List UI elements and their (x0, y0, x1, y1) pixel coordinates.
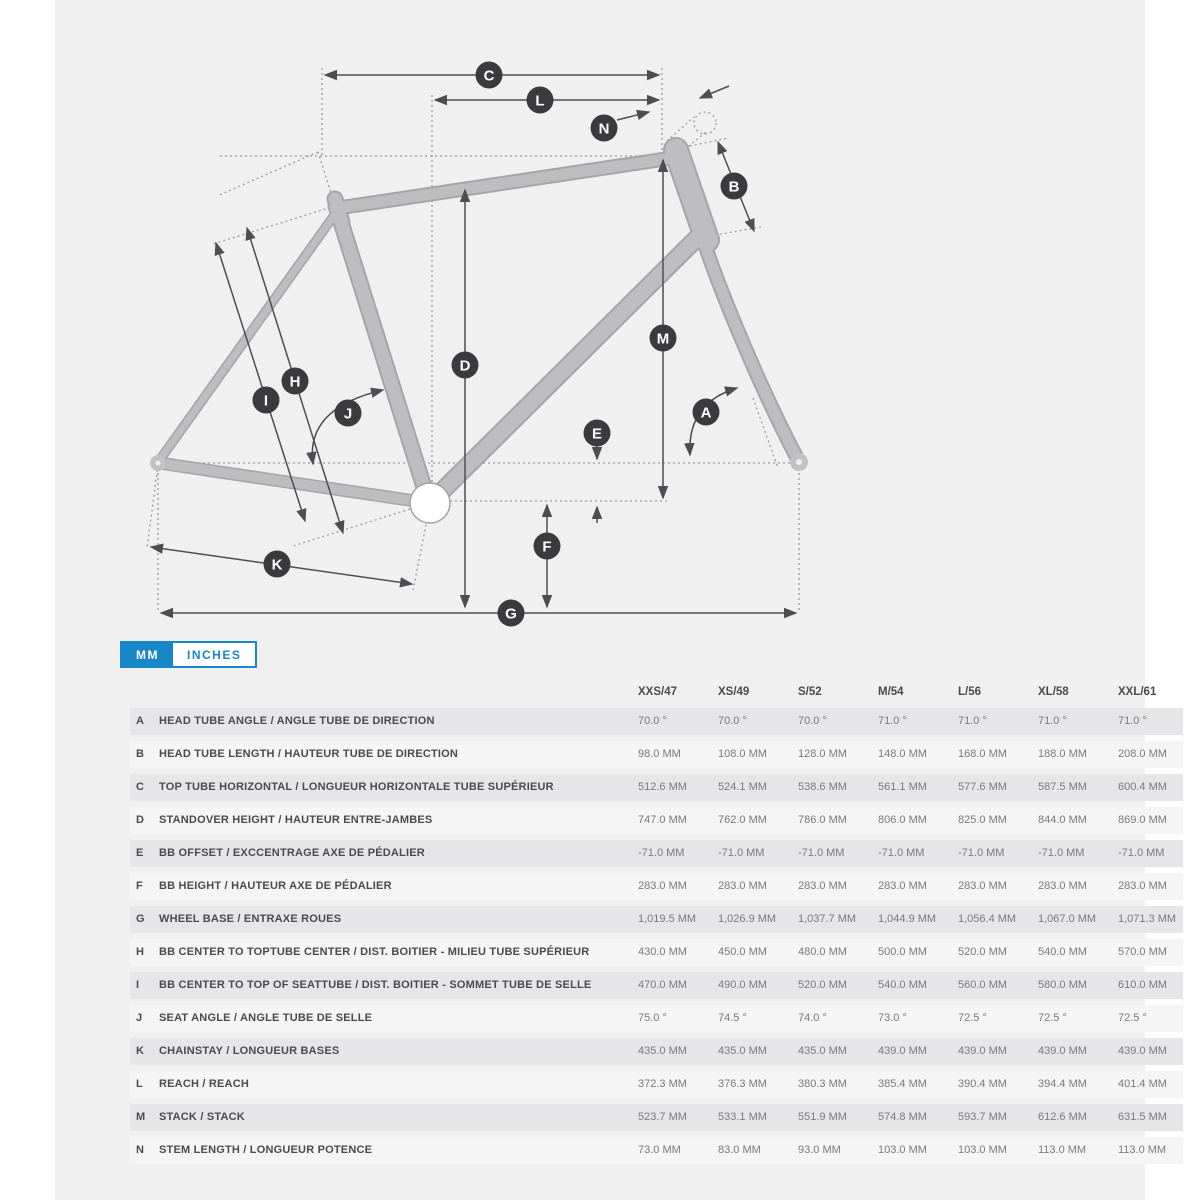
row-value: 283.0 MM (1038, 880, 1087, 892)
svg-text:A: A (700, 404, 712, 422)
table-row-G (130, 906, 1183, 933)
row-value: 103.0 MM (878, 1144, 927, 1156)
row-value: 580.0 MM (1038, 979, 1087, 991)
row-value: 786.0 MM (798, 814, 847, 826)
row-value: 806.0 MM (878, 814, 927, 826)
row-value: 401.4 MM (1118, 1078, 1167, 1090)
row-value: 551.9 MM (798, 1111, 847, 1123)
row-value: 524.1 MM (718, 781, 767, 793)
row-label: SEAT ANGLE / ANGLE TUBE DE SELLE (159, 1012, 373, 1024)
row-value: 593.7 MM (958, 1111, 1007, 1123)
svg-text:C: C (483, 67, 495, 85)
row-letter: B (136, 748, 144, 760)
row-value: 103.0 MM (958, 1144, 1007, 1156)
row-value: 283.0 MM (1118, 880, 1167, 892)
dimension-lines (151, 75, 796, 613)
row-value: 208.0 MM (1118, 748, 1167, 760)
row-value: 538.6 MM (798, 781, 847, 793)
row-value: 98.0 MM (638, 748, 681, 760)
row-value: 73.0 ° (878, 1012, 907, 1024)
row-value: 439.0 MM (958, 1045, 1007, 1057)
row-value: 490.0 MM (718, 979, 767, 991)
row-value: 71.0 ° (1038, 715, 1067, 727)
diagram-label-A (693, 399, 720, 426)
row-value: 439.0 MM (1038, 1045, 1087, 1057)
handlebar-circle (694, 112, 716, 134)
row-value: 610.0 MM (1118, 979, 1167, 991)
row-value: 561.1 MM (878, 781, 927, 793)
mm-toggle-button[interactable]: MM (122, 643, 173, 666)
table-row-K (130, 1038, 1183, 1065)
diagram-label-L (527, 87, 554, 114)
svg-text:L: L (535, 92, 545, 110)
row-value: 523.7 MM (638, 1111, 687, 1123)
unit-toggle (120, 641, 257, 668)
row-value: 435.0 MM (798, 1045, 847, 1057)
row-value: 372.3 MM (638, 1078, 687, 1090)
diagram-label-I (253, 387, 280, 414)
bike-frame (150, 150, 808, 523)
row-value: 470.0 MM (638, 979, 687, 991)
size-header-row (130, 676, 1183, 708)
row-value: 869.0 MM (1118, 814, 1167, 826)
geometry-table (130, 676, 1183, 1170)
table-row-H (130, 939, 1183, 966)
svg-text:D: D (459, 357, 471, 375)
row-value: 385.4 MM (878, 1078, 927, 1090)
row-value: 540.0 MM (878, 979, 927, 991)
row-value: 1,071.3 MM (1118, 913, 1177, 925)
row-letter: A (136, 715, 144, 727)
row-value: 533.1 MM (718, 1111, 767, 1123)
row-value: -71.0 MM (718, 847, 765, 859)
row-value: 520.0 MM (798, 979, 847, 991)
row-label: BB CENTER TO TOPTUBE CENTER / DIST. BOITIER - MILIEU TUBE SUPÉRIEUR (159, 946, 590, 958)
row-value: 1,037.7 MM (798, 913, 857, 925)
row-value: 612.6 MM (1038, 1111, 1087, 1123)
table-row-L (130, 1071, 1183, 1098)
row-letter: G (136, 913, 145, 925)
row-value: 73.0 MM (638, 1144, 681, 1156)
row-value: 283.0 MM (638, 880, 687, 892)
row-value: 72.5 ° (1118, 1012, 1147, 1024)
row-value: -71.0 MM (958, 847, 1005, 859)
row-value: 1,019.5 MM (638, 913, 697, 925)
table-row-I (130, 972, 1183, 999)
row-value: 128.0 MM (798, 748, 847, 760)
row-value: 283.0 MM (878, 880, 927, 892)
row-value: 560.0 MM (958, 979, 1007, 991)
row-value: -71.0 MM (1118, 847, 1165, 859)
row-value: -71.0 MM (638, 847, 685, 859)
diagram-label-B (721, 173, 748, 200)
row-value: 435.0 MM (638, 1045, 687, 1057)
diagram-label-G (498, 600, 525, 627)
row-label: HEAD TUBE LENGTH / HAUTEUR TUBE DE DIRECTION (159, 748, 459, 760)
diagram-label-F (534, 533, 561, 560)
row-value: 844.0 MM (1038, 814, 1087, 826)
row-value: 113.0 MM (1038, 1144, 1087, 1156)
diagram-label-H (282, 368, 309, 395)
row-letter: L (136, 1078, 143, 1090)
size-header: XS/49 (718, 686, 750, 698)
row-label: BB OFFSET / EXCCENTRAGE AXE DE PÉDALIER (159, 847, 425, 859)
row-value: 148.0 MM (878, 748, 927, 760)
svg-text:N: N (598, 120, 610, 138)
table-row-N (130, 1137, 1183, 1164)
table-row-A (130, 708, 1183, 735)
size-header: M/54 (878, 686, 904, 698)
row-value: 108.0 MM (718, 748, 767, 760)
row-letter: D (136, 814, 144, 826)
row-value: 430.0 MM (638, 946, 687, 958)
row-letter: K (136, 1045, 144, 1057)
row-value: 587.5 MM (1038, 781, 1087, 793)
size-header: XL/58 (1038, 686, 1069, 698)
row-value: 71.0 ° (1118, 715, 1147, 727)
row-value: 394.4 MM (1038, 1078, 1087, 1090)
content-area (55, 0, 1177, 1200)
row-value: 574.8 MM (878, 1111, 927, 1123)
row-value: 70.0 ° (638, 715, 667, 727)
size-header: XXL/61 (1118, 686, 1157, 698)
row-value: 83.0 MM (718, 1144, 761, 1156)
row-label: WHEEL BASE / ENTRAXE ROUES (159, 913, 342, 925)
row-value: 283.0 MM (718, 880, 767, 892)
row-label: HEAD TUBE ANGLE / ANGLE TUBE DE DIRECTION (159, 715, 435, 727)
bottom-bracket (410, 483, 450, 523)
row-value: -71.0 MM (798, 847, 845, 859)
row-label: REACH / REACH (159, 1078, 249, 1090)
row-value: 825.0 MM (958, 814, 1007, 826)
row-value: 283.0 MM (798, 880, 847, 892)
row-value: 74.0 ° (798, 1012, 827, 1024)
svg-text:K: K (271, 556, 283, 574)
row-label: BB HEIGHT / HAUTEUR AXE DE PÉDALIER (159, 880, 392, 892)
row-value: 70.0 ° (798, 715, 827, 727)
row-letter: E (136, 847, 144, 859)
frame-geometry-diagram (110, 18, 1200, 628)
row-value: 74.5 ° (718, 1012, 747, 1024)
row-value: 168.0 MM (958, 748, 1007, 760)
row-letter: I (136, 979, 140, 991)
row-value: 1,067.0 MM (1038, 913, 1097, 925)
table-row-J (130, 1005, 1183, 1032)
diagram-label-M (650, 325, 677, 352)
row-value: 71.0 ° (958, 715, 987, 727)
row-letter: H (136, 946, 144, 958)
row-value: 113.0 MM (1118, 1144, 1167, 1156)
row-value: 540.0 MM (1038, 946, 1087, 958)
row-value: -71.0 MM (1038, 847, 1085, 859)
row-value: 1,044.9 MM (878, 913, 937, 925)
row-value: 762.0 MM (718, 814, 767, 826)
table-row-F (130, 873, 1183, 900)
table-row-E (130, 840, 1183, 867)
row-label: BB CENTER TO TOP OF SEATTUBE / DIST. BOITIER - SOMMET TUBE DE SELLE (159, 979, 592, 991)
row-value: 72.5 ° (1038, 1012, 1067, 1024)
row-value: 600.4 MM (1118, 781, 1167, 793)
row-value: 380.3 MM (798, 1078, 847, 1090)
row-value: 512.6 MM (638, 781, 687, 793)
diagram-label-K (264, 551, 291, 578)
row-letter: C (136, 781, 144, 793)
row-value: 390.4 MM (958, 1078, 1007, 1090)
row-value: 93.0 MM (798, 1144, 841, 1156)
diagram-label-C (476, 62, 503, 89)
row-value: 577.6 MM (958, 781, 1007, 793)
row-value: 1,056.4 MM (958, 913, 1017, 925)
row-value: 500.0 MM (878, 946, 927, 958)
table-row-B (130, 741, 1183, 768)
row-value: 71.0 ° (878, 715, 907, 727)
table-row-C (130, 774, 1183, 801)
row-value: 631.5 MM (1118, 1111, 1167, 1123)
diagram-label-N (591, 115, 618, 142)
row-letter: M (136, 1111, 146, 1123)
size-header: XXS/47 (638, 686, 677, 698)
row-label: CHAINSTAY / LONGUEUR BASES (159, 1045, 340, 1057)
row-value: 70.0 ° (718, 715, 747, 727)
row-value: 439.0 MM (878, 1045, 927, 1057)
row-letter: J (136, 1012, 143, 1024)
row-value: 480.0 MM (798, 946, 847, 958)
row-value: 188.0 MM (1038, 748, 1087, 760)
diagram-label-D (452, 352, 479, 379)
diagram-label-J (335, 400, 362, 427)
inches-toggle-button[interactable]: INCHES (173, 643, 255, 666)
row-value: 435.0 MM (718, 1045, 767, 1057)
row-value: -71.0 MM (878, 847, 925, 859)
row-value: 75.0 ° (638, 1012, 667, 1024)
svg-text:B: B (728, 178, 740, 196)
row-value: 747.0 MM (638, 814, 687, 826)
row-label: TOP TUBE HORIZONTAL / LONGUEUR HORIZONTALE TUBE SUPÉRIEUR (159, 781, 554, 793)
row-value: 1,026.9 MM (718, 913, 777, 925)
svg-text:H: H (289, 373, 301, 391)
row-value: 570.0 MM (1118, 946, 1167, 958)
svg-text:E: E (591, 425, 603, 443)
row-value: 283.0 MM (958, 880, 1007, 892)
row-label: STACK / STACK (159, 1111, 245, 1123)
row-value: 450.0 MM (718, 946, 767, 958)
svg-text:M: M (656, 330, 670, 348)
svg-text:J: J (343, 405, 353, 423)
table-row-M (130, 1104, 1183, 1131)
diagram-label-E (584, 420, 611, 447)
row-letter: F (136, 880, 143, 892)
row-value: 439.0 MM (1118, 1045, 1167, 1057)
row-value: 520.0 MM (958, 946, 1007, 958)
row-label: STANDOVER HEIGHT / HAUTEUR ENTRE-JAMBES (159, 814, 433, 826)
row-label: STEM LENGTH / LONGUEUR POTENCE (159, 1144, 373, 1156)
row-value: 376.3 MM (718, 1078, 767, 1090)
size-header: S/52 (798, 686, 822, 698)
row-value: 72.5 ° (958, 1012, 987, 1024)
row-letter: N (136, 1144, 144, 1156)
svg-text:G: G (505, 605, 517, 623)
svg-text:F: F (542, 538, 552, 556)
size-header: L/56 (958, 686, 982, 698)
table-row-D (130, 807, 1183, 834)
svg-text:I: I (263, 392, 269, 410)
